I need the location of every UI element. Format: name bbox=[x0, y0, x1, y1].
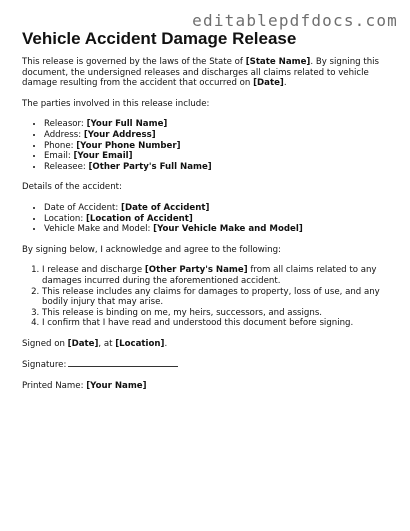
detail-label: Location: bbox=[44, 213, 86, 224]
parties-list bbox=[22, 119, 392, 172]
list-item bbox=[44, 130, 392, 141]
document-body bbox=[22, 57, 392, 402]
printed-name-placeholder: [Your Name] bbox=[86, 381, 147, 392]
printed-name-label: Printed Name: bbox=[22, 381, 87, 392]
detail-label: Date of Accident: bbox=[44, 202, 122, 213]
detail-label: Vehicle Make and Model: bbox=[44, 224, 154, 235]
parties-heading: The parties involved in this release include: bbox=[22, 98, 210, 109]
party-value: [Your Full Name] bbox=[86, 119, 168, 130]
party-value: [Your Address] bbox=[83, 129, 156, 140]
detail-value: [Location of Accident] bbox=[85, 213, 193, 224]
party-value: [Other Party's Full Name] bbox=[88, 161, 212, 172]
other-party-placeholder: [Other Party's Name] bbox=[144, 265, 248, 276]
party-label: Phone: bbox=[44, 140, 77, 151]
party-label: Address: bbox=[44, 129, 84, 140]
intro-text-3: . bbox=[283, 78, 287, 89]
list-item bbox=[44, 141, 392, 152]
signed-location-placeholder: [Location] bbox=[115, 338, 165, 349]
document-title: Vehicle Accident Damage Release bbox=[22, 29, 297, 48]
list-item bbox=[44, 119, 392, 130]
list-item: 2. This release includes any claims for damages to property, loss of use, and any bodily injury that may arise. bbox=[42, 287, 392, 308]
list-item bbox=[44, 162, 392, 173]
list-item bbox=[44, 151, 392, 162]
watermark-text: editablepdfdocs.com bbox=[192, 11, 398, 30]
term-text: I release and discharge bbox=[42, 265, 145, 276]
state-name-placeholder: [State Name] bbox=[245, 57, 311, 67]
signed-text-2: , at bbox=[98, 338, 116, 349]
signature-line bbox=[22, 359, 392, 371]
party-label: Releasee: bbox=[44, 161, 89, 172]
list-item bbox=[44, 224, 392, 235]
terms-list bbox=[22, 265, 392, 329]
intro-text-1: This release is governed by the laws of the State of bbox=[22, 57, 246, 67]
details-heading: Details of the accident: bbox=[22, 182, 122, 193]
accident-date-placeholder: [Date] bbox=[253, 78, 284, 89]
list-item bbox=[44, 203, 392, 214]
party-value: [Your Phone Number] bbox=[76, 140, 181, 151]
list-item: 4. I confirm that I have read and understood this document before signing. bbox=[42, 318, 392, 329]
term-text: from all claims related to any damages incurred during the aforementioned accident. bbox=[42, 265, 377, 286]
intro-paragraph bbox=[22, 57, 392, 89]
list-item: 3. This release is binding on me, my heirs, successors, and assigns. bbox=[42, 308, 392, 319]
signed-text-1: Signed on bbox=[22, 338, 68, 349]
printed-name-line bbox=[22, 381, 392, 392]
details-list bbox=[22, 203, 392, 235]
signed-line bbox=[22, 339, 392, 350]
list-item bbox=[42, 265, 392, 286]
signed-text-3: . bbox=[164, 338, 168, 349]
detail-value: [Date of Accident] bbox=[121, 202, 210, 213]
agree-heading: By signing below, I acknowledge and agree to the following: bbox=[22, 244, 281, 255]
party-value: [Your Email] bbox=[73, 151, 133, 162]
party-label: Email: bbox=[44, 151, 74, 162]
list-item bbox=[44, 214, 392, 225]
party-label: Releasor: bbox=[44, 119, 87, 130]
detail-value: [Your Vehicle Make and Model] bbox=[153, 224, 303, 235]
intro-text-2: . By signing this document, the undersigned releases and discharges all claims related to vehicle damage resulting from the accident that occurred on bbox=[22, 57, 380, 89]
signature-field[interactable] bbox=[68, 359, 178, 367]
signed-date-placeholder: [Date] bbox=[67, 338, 99, 349]
signature-label: Signature: bbox=[22, 360, 67, 371]
